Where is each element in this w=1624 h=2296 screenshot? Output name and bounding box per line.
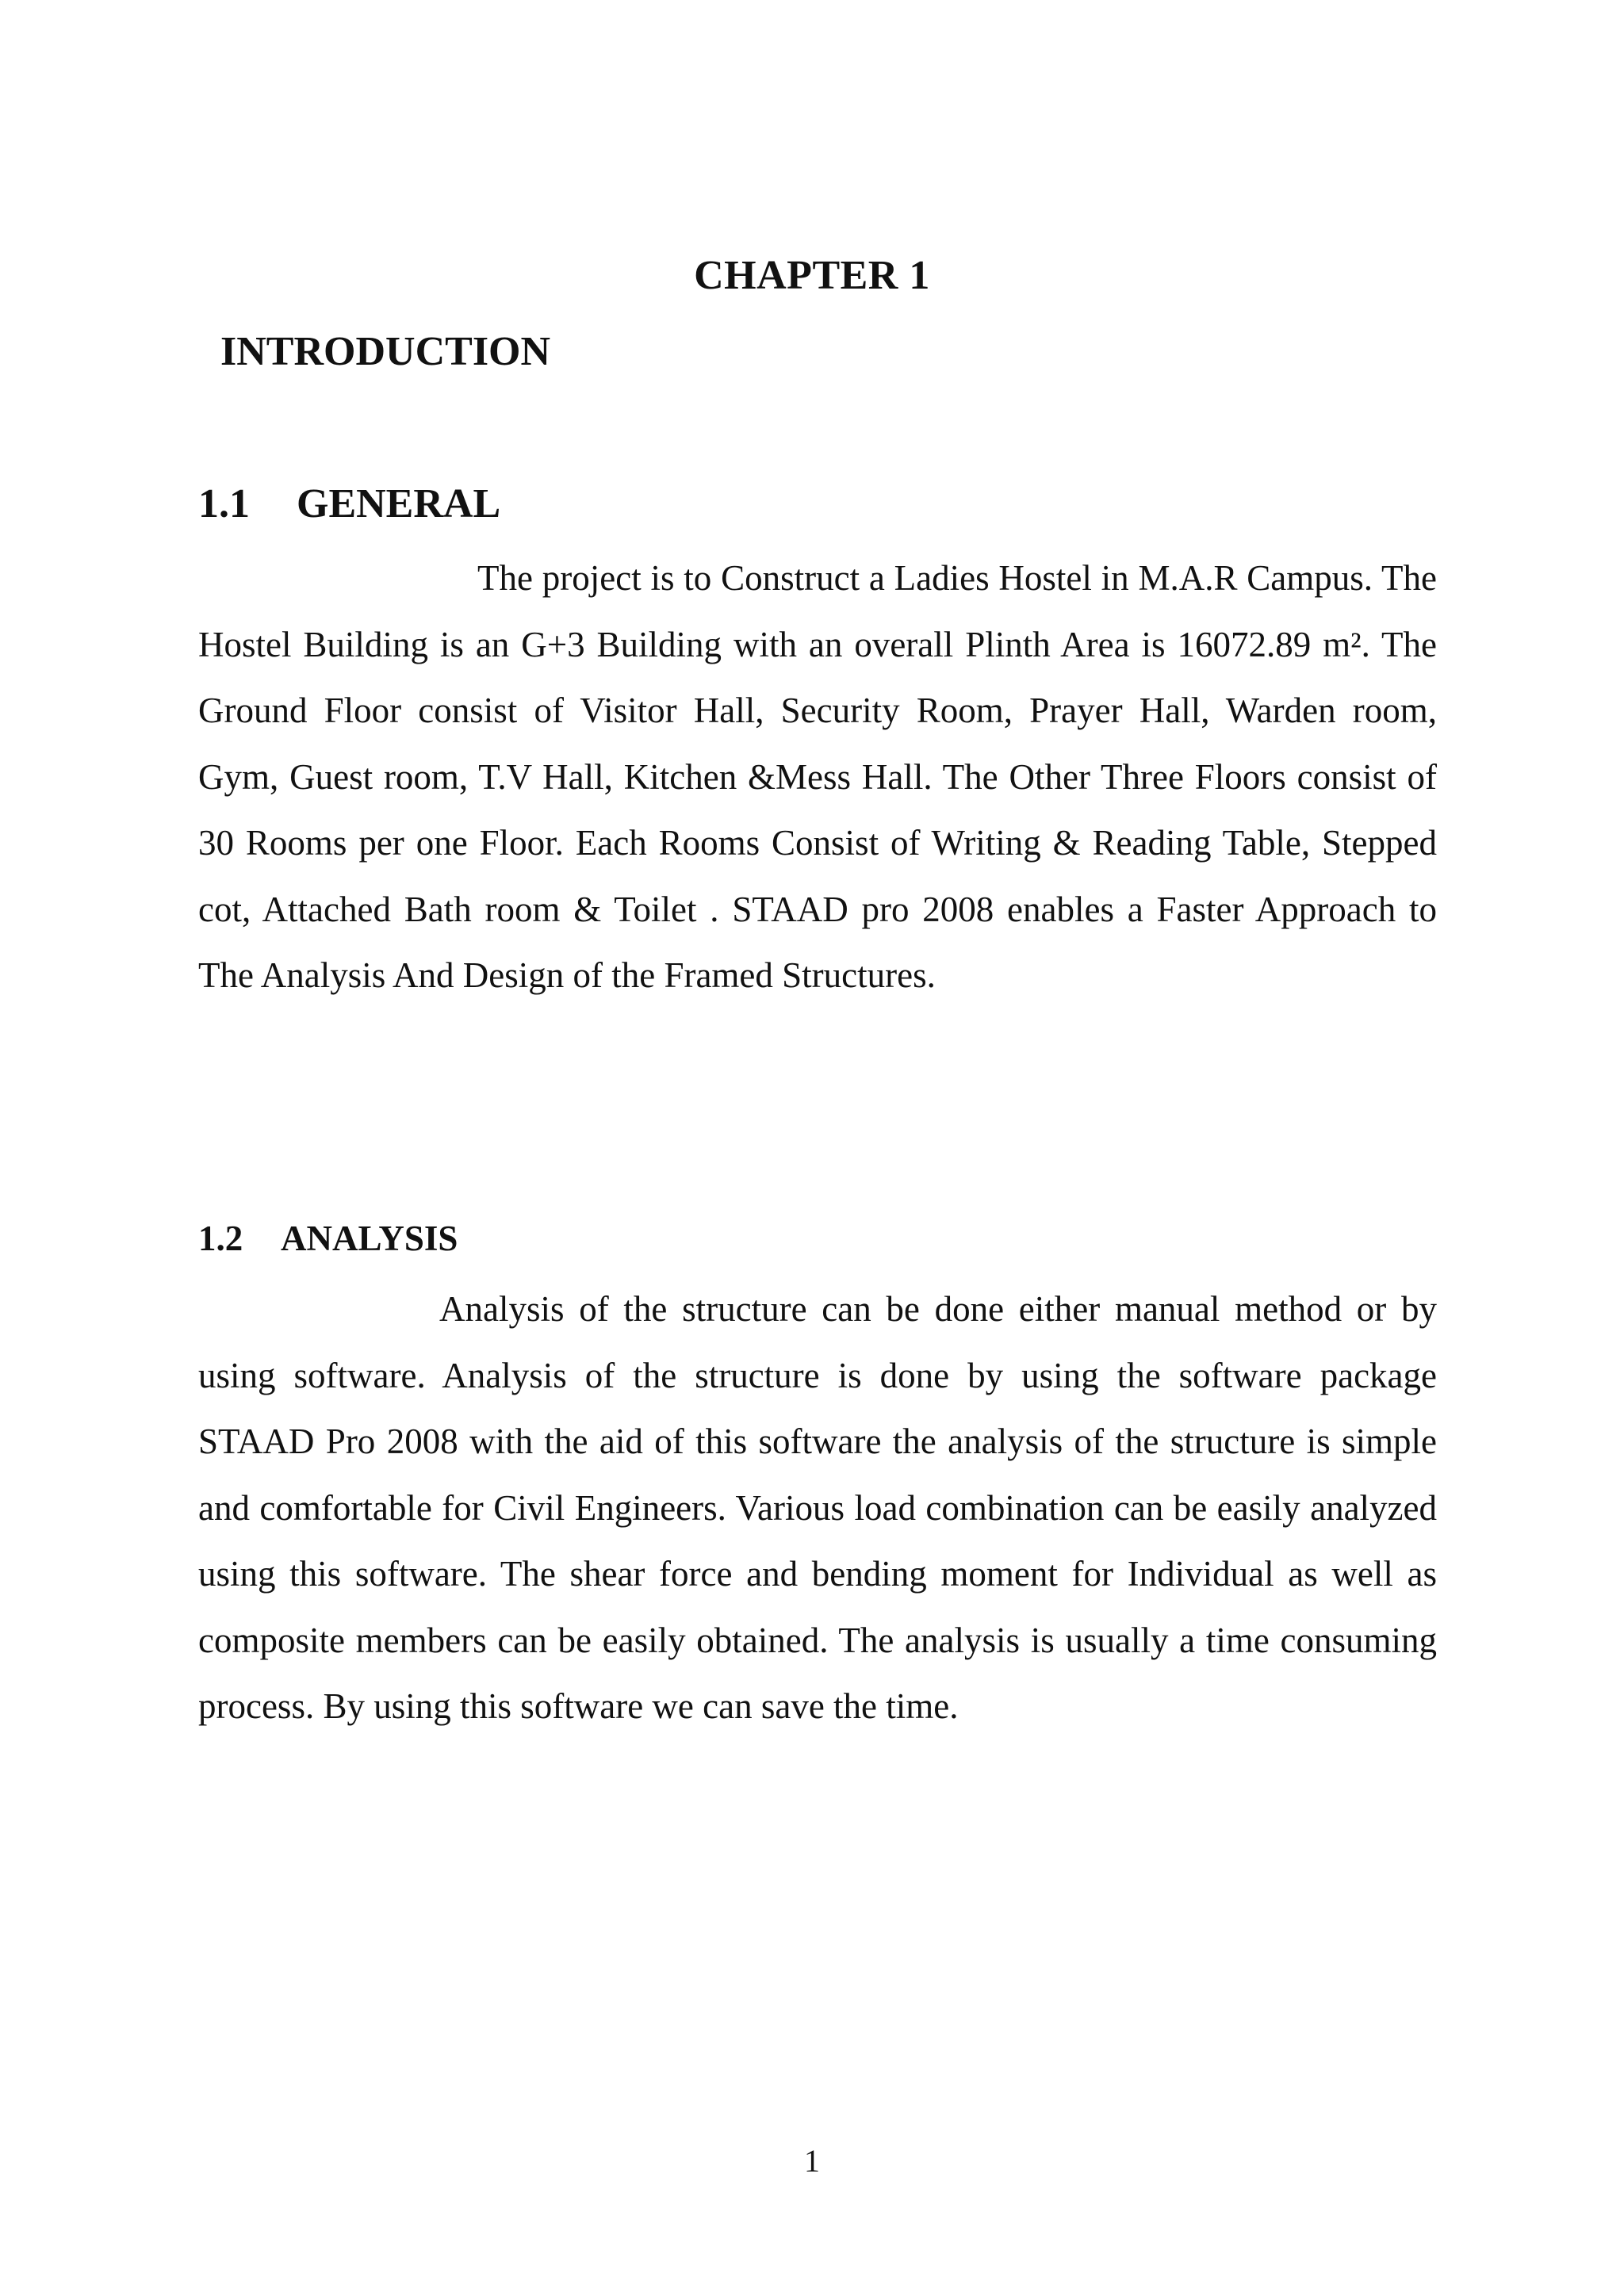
section-title: ANALYSIS <box>281 1219 458 1258</box>
section-body-analysis: Analysis of the structure can be done either manual method or by using software. Analysis of the structure is done by using the software package STAAD Pro 2008 with the aid of this software the analysis of the structure is simple and comfortable for Civil Engineers. Various load combination can be easily analyzed using this software. The shear force and bending moment for Individual as well as composite members can be easily obtained. The analysis is usually a time consuming process. By using this software we can save the time. <box>198 1289 1437 1726</box>
chapter-label: CHAPTER 1 <box>694 253 930 298</box>
page-number: 1 <box>804 2143 820 2179</box>
section-heading-analysis <box>198 1218 458 1259</box>
section-number: 1.2 <box>198 1219 243 1258</box>
section-heading-general <box>198 480 500 527</box>
section-body-general: The project is to Construct a Ladies Hostel in M.A.R Campus. The Hostel Building is an G+3 Building with an overall Plinth Area is 16072.89 m². The Ground Floor consist of Visitor Hall, Security Room, Prayer Hall, Warden room, Gym, Guest room, T.V Hall, Kitchen &Mess Hall. The Other Three Floors consist of 30 Rooms per one Floor. Each Rooms Consist of Writing & Reading Table, Stepped cot, Attached Bath room & Toilet . STAAD pro 2008 enables a Faster Approach to The Analysis And Design of the Framed Structures. <box>198 558 1437 995</box>
chapter-title: INTRODUCTION <box>220 329 551 374</box>
section-title: GENERAL <box>297 481 501 526</box>
section-number: 1.1 <box>198 481 250 526</box>
